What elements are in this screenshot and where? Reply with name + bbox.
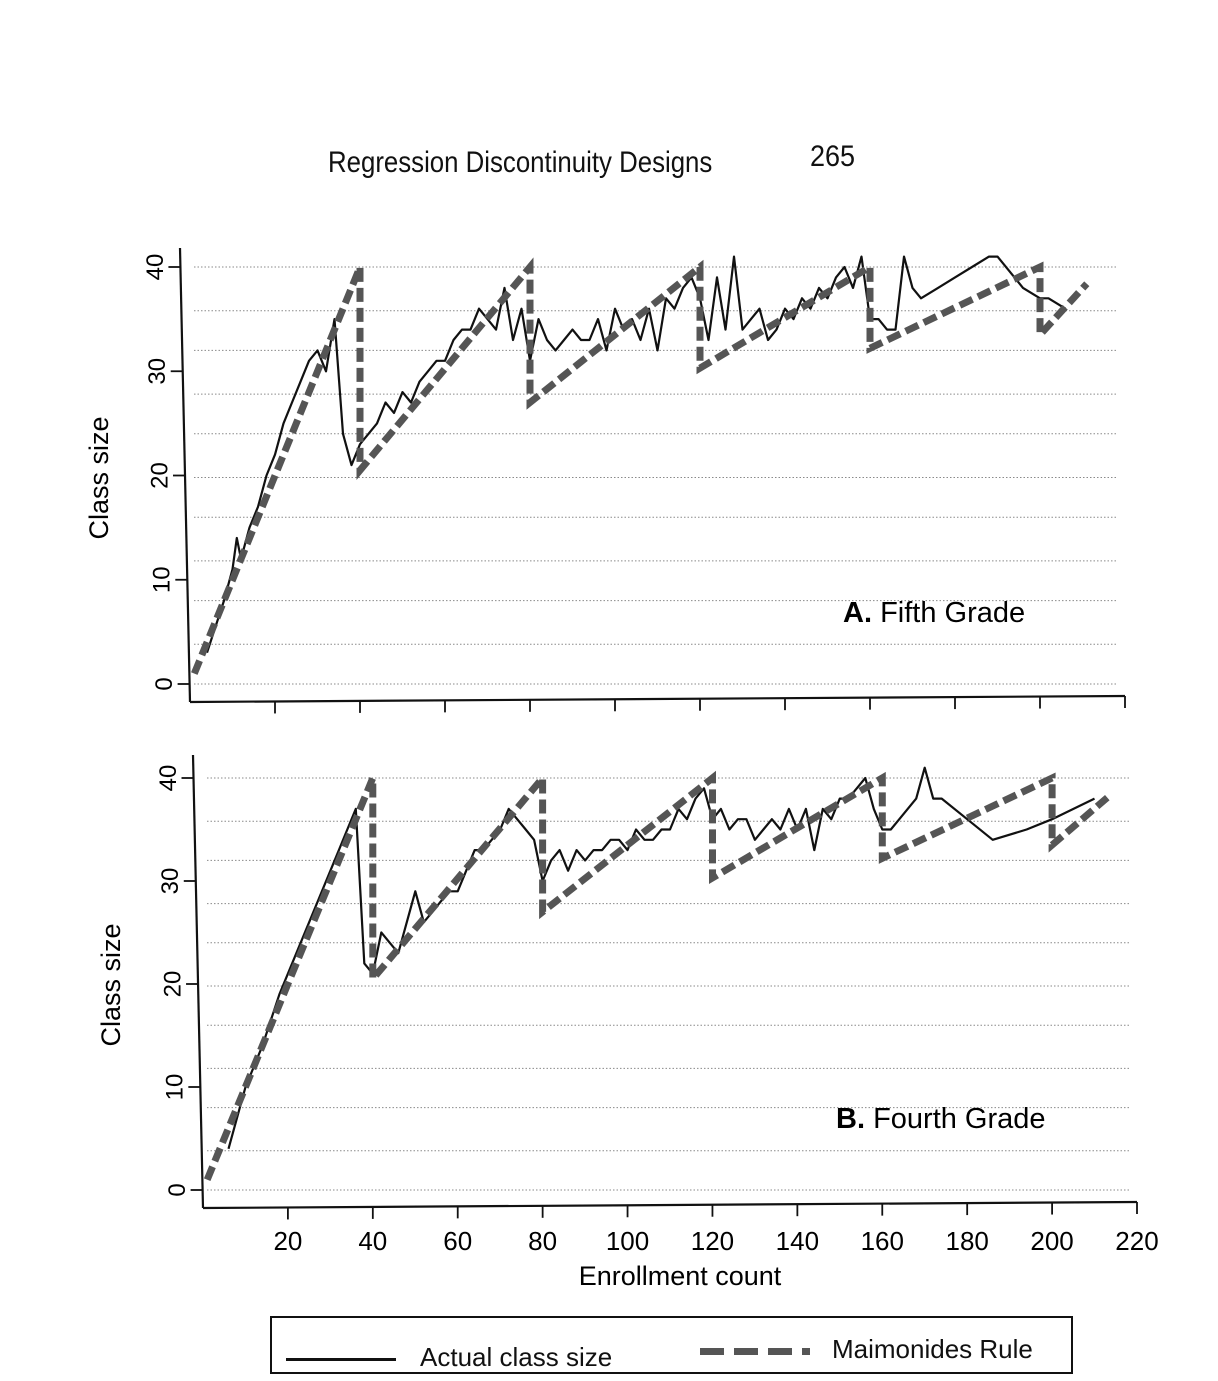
x-axis xyxy=(203,1202,1137,1208)
page-number: 265 xyxy=(810,140,856,173)
legend xyxy=(270,1316,1073,1374)
legend-actual-swatch xyxy=(286,1358,396,1361)
y-tick-label: 20 xyxy=(146,462,174,489)
legend-actual-label: Actual class size xyxy=(420,1342,613,1372)
y-tick-label: 40 xyxy=(141,253,169,281)
x-tick-label: 180 xyxy=(945,1226,989,1256)
y-tick-label: 30 xyxy=(157,867,185,895)
x-tick-label: 60 xyxy=(443,1226,473,1256)
y-axis-label: Class size xyxy=(84,416,114,540)
x-tick-label: 80 xyxy=(528,1226,558,1256)
x-tick-label: 100 xyxy=(605,1226,650,1256)
panel-label-name: Fifth Grade xyxy=(880,597,1026,629)
legend-rule-swatch xyxy=(700,1348,810,1355)
panel-label xyxy=(836,1103,1046,1135)
x-tick-label: 40 xyxy=(358,1226,388,1256)
y-tick-label: 10 xyxy=(161,1073,189,1101)
x-tick-label: 200 xyxy=(1030,1226,1074,1256)
x-tick-label: 140 xyxy=(775,1226,820,1256)
x-tick-label: 160 xyxy=(860,1226,904,1256)
panel-label-prefix: A. xyxy=(843,597,881,629)
y-tick-label: 10 xyxy=(148,566,176,594)
x-axis xyxy=(190,696,1125,702)
series-actual-class-size xyxy=(229,768,1095,1149)
y-axis-label: Class size xyxy=(96,923,126,1047)
y-tick-label: 0 xyxy=(150,677,178,691)
x-tick-label: 20 xyxy=(273,1226,303,1256)
running-title: Regression Discontinuity Designs xyxy=(328,146,713,179)
y-tick-label: 20 xyxy=(159,970,187,998)
y-tick-label: 30 xyxy=(144,357,172,385)
panel-label-name: Fourth Grade xyxy=(873,1103,1046,1135)
x-tick-label: 220 xyxy=(1115,1226,1159,1256)
y-tick-label: 0 xyxy=(163,1183,191,1197)
series-actual-class-size xyxy=(207,257,1066,653)
y-tick-label: 40 xyxy=(154,764,182,792)
y-axis xyxy=(193,755,203,1208)
x-tick-label: 120 xyxy=(690,1226,735,1256)
x-axis-label: Enrollment count xyxy=(578,1261,782,1291)
panel-label xyxy=(843,597,1025,629)
panel-label-prefix: B. xyxy=(836,1103,874,1135)
legend-rule-label: Maimonides Rule xyxy=(832,1334,1033,1364)
